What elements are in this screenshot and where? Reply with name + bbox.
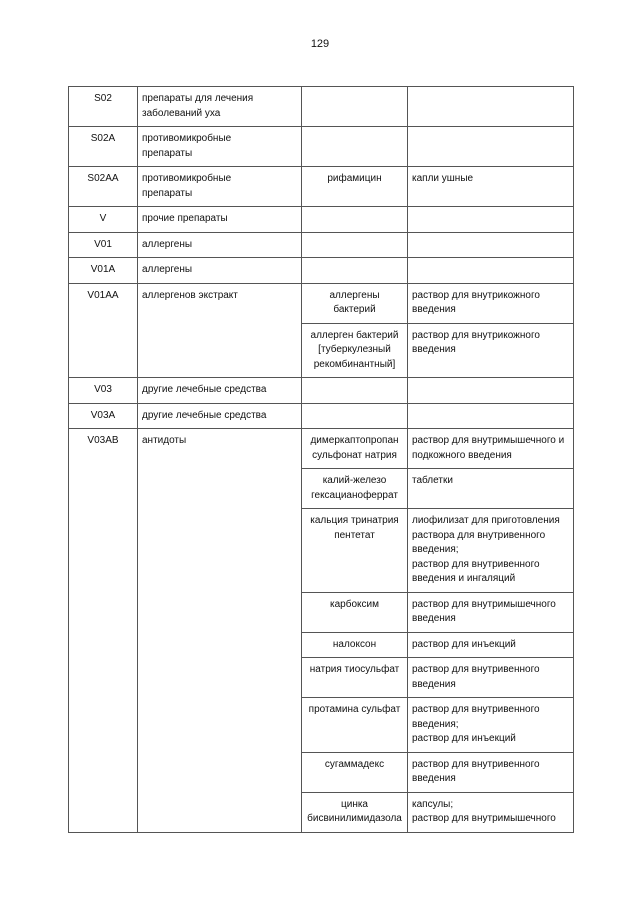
cell-line: лиофилизат для приготовления xyxy=(412,515,560,526)
drug-name-cell xyxy=(302,698,408,753)
cell-line: цинка xyxy=(341,798,368,810)
dosage-form-cell xyxy=(408,698,574,753)
cell-line: раствор для внутримышечного xyxy=(412,598,556,610)
dosage-form-cell xyxy=(408,509,574,593)
table-row xyxy=(69,283,574,323)
atc-code-cell xyxy=(69,403,138,429)
table-row xyxy=(69,87,574,127)
cell-line: введения; xyxy=(412,718,459,730)
atc-group-name-cell xyxy=(138,283,302,378)
atc-code-cell xyxy=(69,127,138,167)
dosage-form-cell xyxy=(408,429,574,469)
cell-line: введения xyxy=(412,613,456,624)
table-row xyxy=(69,127,574,167)
dosage-form-cell xyxy=(408,792,574,832)
atc-code-cell xyxy=(69,378,138,404)
cell-line: прочие препараты xyxy=(142,213,228,224)
cell-line: раствор для инъекций xyxy=(412,638,516,650)
cell-line: раствор для инъекций xyxy=(412,733,516,744)
drug-name-cell xyxy=(302,469,408,509)
cell-line: натрия тиосульфат xyxy=(309,664,400,675)
page-number: 129 xyxy=(310,38,330,50)
cell-line: раствор для внутрикожного xyxy=(412,289,540,301)
table-row xyxy=(69,429,574,469)
dosage-form-cell xyxy=(408,378,574,404)
cell-line: раствор для внутривенного xyxy=(412,758,540,770)
cell-line: сульфонат натрия xyxy=(312,449,397,461)
atc-code: V01AA xyxy=(87,289,119,301)
drug-name-cell xyxy=(302,127,408,167)
dosage-form-cell xyxy=(408,167,574,207)
atc-code: V03 xyxy=(94,384,112,395)
drug-name-cell xyxy=(302,323,408,378)
dosage-form-cell xyxy=(408,323,574,378)
cell-line: раствор для внутримышечного xyxy=(412,813,556,824)
cell-line: протамина сульфат xyxy=(308,704,401,715)
drug-name-cell xyxy=(302,207,408,233)
drug-name-cell xyxy=(302,592,408,632)
dosage-form-cell xyxy=(408,658,574,698)
table-row xyxy=(69,403,574,429)
dosage-form-cell xyxy=(408,283,574,323)
atc-code: V01A xyxy=(90,264,116,275)
drug-name-cell xyxy=(302,378,408,404)
cell-line: [туберкулезный xyxy=(318,344,391,355)
cell-line: заболеваний уха xyxy=(142,107,221,119)
atc-group-name-cell xyxy=(138,403,302,429)
cell-line: таблетки xyxy=(412,475,453,486)
dosage-form-cell xyxy=(408,752,574,792)
table-row xyxy=(69,207,574,233)
drug-name-cell xyxy=(302,403,408,429)
drug-name-cell xyxy=(302,232,408,258)
atc-group-name-cell xyxy=(138,429,302,833)
drug-name-cell xyxy=(302,429,408,469)
dosage-form-cell xyxy=(408,207,574,233)
cell-line: раствор для внутрикожного xyxy=(412,329,540,341)
drug-name-cell xyxy=(302,752,408,792)
cell-line: гексацианоферрат xyxy=(311,489,398,501)
dosage-form-cell xyxy=(408,232,574,258)
dosage-form-cell xyxy=(408,127,574,167)
atc-code: S02AA xyxy=(87,173,119,184)
cell-line: капли ушные xyxy=(412,173,474,184)
cell-line: противомикробные xyxy=(142,133,232,144)
cell-line: пентетат xyxy=(334,529,375,541)
atc-group-name-cell xyxy=(138,127,302,167)
cell-line: рекомбинантный] xyxy=(313,358,396,370)
cell-line: введения xyxy=(412,678,456,690)
cell-line: бисвинилимидазола xyxy=(307,813,402,824)
cell-line: противомикробные xyxy=(142,173,232,184)
drug-name-cell xyxy=(302,632,408,658)
table-body xyxy=(69,87,574,833)
atc-code: V01 xyxy=(94,238,112,250)
atc-code-cell xyxy=(69,429,138,833)
atc-code-cell xyxy=(69,207,138,233)
dosage-form-cell xyxy=(408,469,574,509)
dosage-form-cell xyxy=(408,87,574,127)
drug-table xyxy=(68,86,574,833)
cell-line: введения; xyxy=(412,544,459,555)
atc-group-name-cell xyxy=(138,378,302,404)
drug-name-cell xyxy=(302,87,408,127)
cell-line: подкожного введения xyxy=(412,449,512,461)
cell-line: налоксон xyxy=(332,638,377,650)
atc-code: S02A xyxy=(90,133,116,144)
cell-line: препараты xyxy=(142,187,193,199)
table-row xyxy=(69,232,574,258)
dosage-form-cell xyxy=(408,258,574,284)
drug-name-cell xyxy=(302,258,408,284)
cell-line: аллерген бактерий xyxy=(310,329,399,341)
drug-name-cell xyxy=(302,283,408,323)
cell-line: введения и ингаляций xyxy=(412,573,516,584)
cell-line: кальция тринатрия xyxy=(310,515,399,526)
atc-code: V xyxy=(99,213,107,224)
atc-code-cell xyxy=(69,232,138,258)
drug-name-cell xyxy=(302,167,408,207)
table-row xyxy=(69,378,574,404)
cell-line: аллергенов экстракт xyxy=(142,289,238,301)
table-row xyxy=(69,167,574,207)
drug-name-cell xyxy=(302,792,408,832)
dosage-form-cell xyxy=(408,592,574,632)
cell-line: препараты для лечения xyxy=(142,93,254,104)
cell-line: другие лечебные средства xyxy=(142,384,267,395)
atc-group-name-cell xyxy=(138,232,302,258)
cell-line: введения xyxy=(412,773,456,784)
cell-line: раствора для внутривенного xyxy=(412,529,546,541)
cell-line: сугаммадекс xyxy=(324,758,385,770)
atc-group-name-cell xyxy=(138,87,302,127)
atc-code-cell xyxy=(69,283,138,378)
atc-code: S02 xyxy=(94,93,112,104)
drug-name-cell xyxy=(302,509,408,593)
cell-line: капсулы; xyxy=(412,798,454,810)
cell-line: аллергены xyxy=(142,238,193,250)
table-row xyxy=(69,258,574,284)
drug-name-cell xyxy=(302,658,408,698)
cell-line: рифамицин xyxy=(327,173,382,184)
dosage-form-cell xyxy=(408,403,574,429)
atc-code-cell xyxy=(69,87,138,127)
atc-group-name-cell xyxy=(138,207,302,233)
dosage-form-cell xyxy=(408,632,574,658)
cell-line: бактерий xyxy=(333,304,376,315)
atc-code: V03AB xyxy=(87,435,119,446)
cell-line: раствор для внутривенного xyxy=(412,558,540,570)
cell-line: раствор для внутривенного xyxy=(412,704,540,715)
cell-line: препараты xyxy=(142,147,193,159)
atc-code: V03A xyxy=(90,409,116,421)
cell-line: карбоксим xyxy=(330,598,379,610)
cell-line: димеркаптопропан xyxy=(310,435,399,446)
atc-group-name-cell xyxy=(138,258,302,284)
cell-line: раствор для внутримышечного и xyxy=(412,435,565,446)
cell-line: аллергены xyxy=(329,289,380,301)
atc-group-name-cell xyxy=(138,167,302,207)
cell-line: калий-железо xyxy=(322,475,387,486)
cell-line: антидоты xyxy=(142,435,187,446)
cell-line: введения xyxy=(412,304,456,315)
cell-line: аллергены xyxy=(142,264,193,275)
atc-code-cell xyxy=(69,167,138,207)
cell-line: раствор для внутривенного xyxy=(412,664,540,675)
cell-line: введения xyxy=(412,344,456,355)
cell-line: другие лечебные средства xyxy=(142,409,267,421)
atc-code-cell xyxy=(69,258,138,284)
